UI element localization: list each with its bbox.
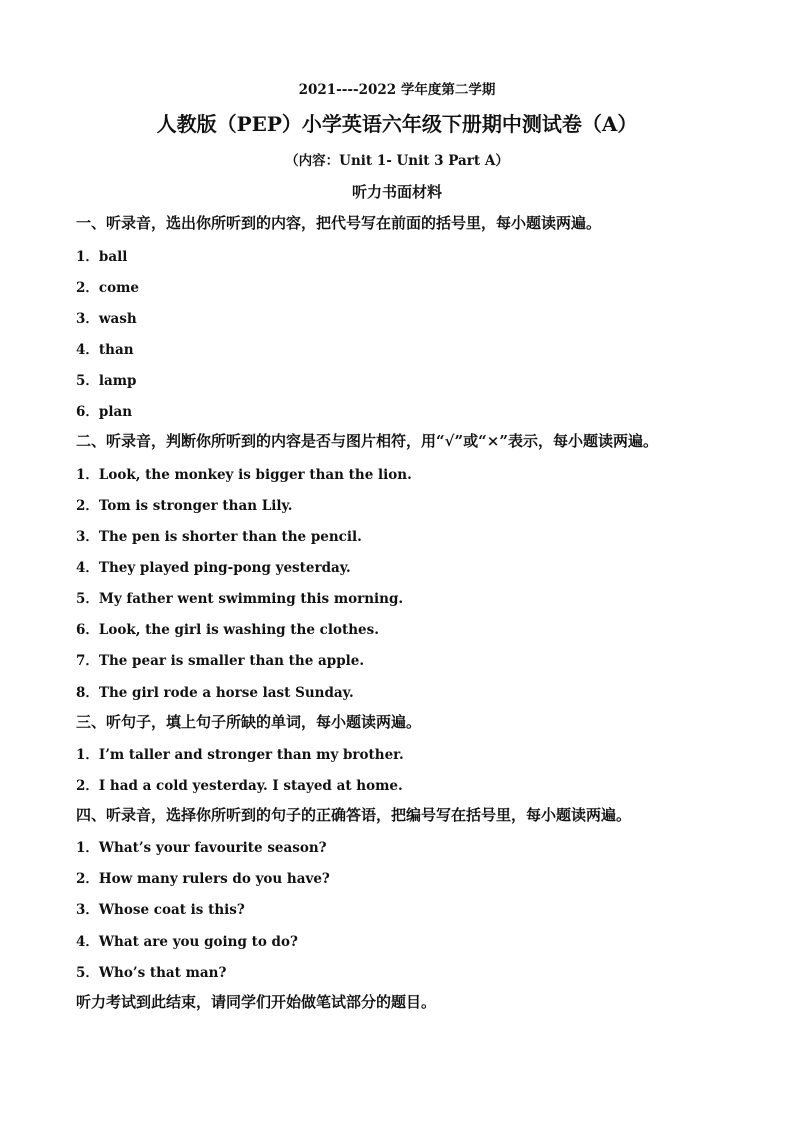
section-2-item: 6．Look, the girl is washing the clothes. — [76, 622, 379, 638]
section-1-heading: 一、听录音，选出你所听到的内容，把代号写在前面的括号里，每小题读两遍。 — [76, 214, 602, 232]
page-title: 人教版（PEP）小学英语六年级下册期中测试卷（A） — [156, 112, 638, 136]
section-4-item: 5．Who’s that man? — [76, 965, 227, 981]
section-1-item: 4．than — [76, 342, 134, 358]
section-1-item: 2．come — [76, 280, 139, 296]
section-2-item: 7．The pear is smaller than the apple. — [76, 653, 365, 669]
section-1-item: 3．wash — [76, 311, 137, 327]
section-1-item: 6．plan — [76, 404, 133, 420]
section-2-item: 5．My father went swimming this morning. — [76, 591, 404, 607]
section-3-item: 2．I had a cold yesterday. I stayed at home. — [76, 778, 403, 794]
section-4-heading: 四、听录音，选择你所听到的句子的正确答语，把编号写在括号里，每小题读两遍。 — [76, 806, 632, 824]
content-scope-subtitle: （内容：Unit 1- Unit 3 Part A） — [285, 153, 509, 169]
section-2-item: 3．The pen is shorter than the pencil. — [76, 529, 362, 545]
section-4-item: 4．What are you going to do? — [76, 934, 298, 950]
section-1-item: 1．ball — [76, 249, 128, 265]
section-3-item: 1．I’m taller and stronger than my brother. — [76, 747, 404, 763]
closing-note: 听力考试到此结束，请同学们开始做笔试部分的题目。 — [76, 993, 437, 1011]
section-2-item: 1．Look, the monkey is bigger than the lion. — [76, 467, 412, 483]
section-2-heading: 二、听录音，判断你所听到的内容是否与图片相符，用“√”或“×”表示，每小题读两遍。 — [76, 432, 658, 450]
section-4-item: 2．How many rulers do you have? — [76, 871, 330, 887]
section-2-item: 2．Tom is stronger than Lily. — [76, 498, 293, 514]
section-3-heading: 三、听句子，填上句子所缺的单词，每小题读两遍。 — [76, 713, 422, 731]
section-4-item: 1．What’s your favourite season? — [76, 840, 327, 856]
section-2-item: 8．The girl rode a horse last Sunday. — [76, 685, 354, 701]
section-1-item: 5．lamp — [76, 373, 137, 389]
school-year-line: 2021----2022 学年度第二学期 — [298, 82, 496, 98]
section-4-item: 3．Whose coat is this? — [76, 902, 245, 918]
listening-material-title: 听力书面材料 — [351, 183, 442, 201]
section-2-item: 4．They played ping-pong yesterday. — [76, 560, 351, 576]
